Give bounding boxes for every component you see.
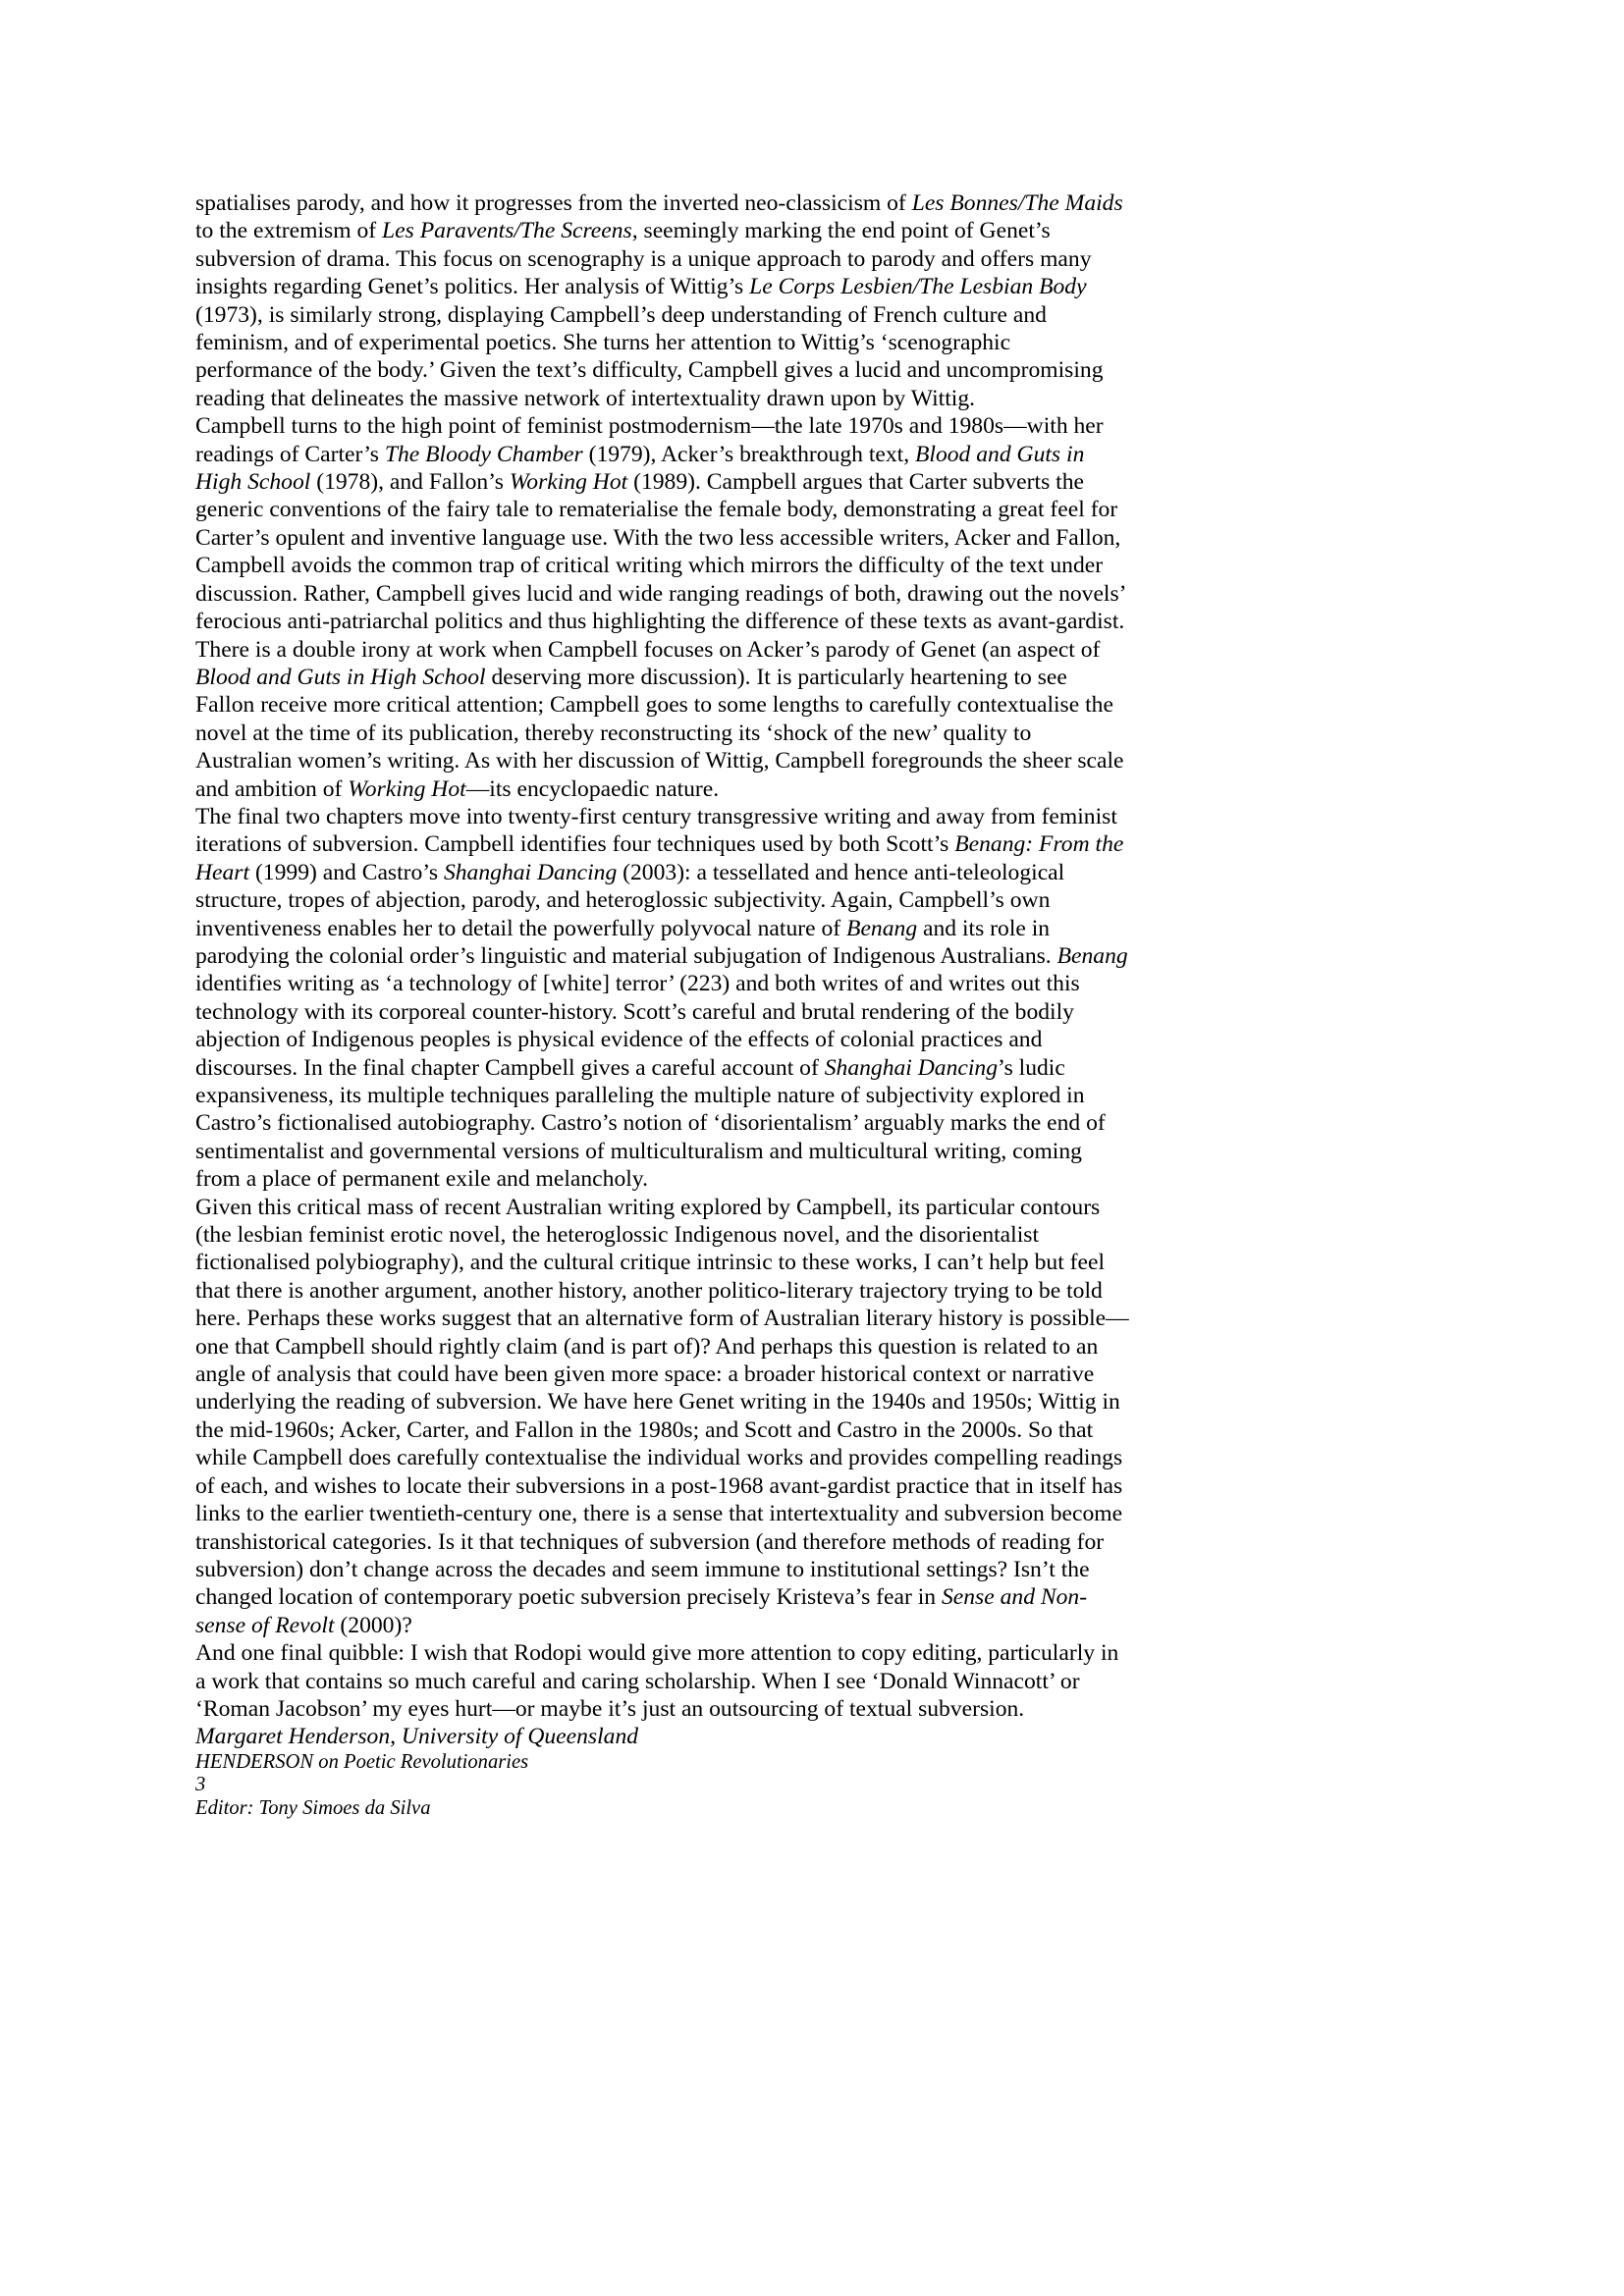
review-paragraph bbox=[195, 412, 1130, 803]
review-paragraphs bbox=[195, 189, 1130, 1723]
text-run: spatialises parody, and how it progresses from the inverted neo-classicism of bbox=[195, 190, 912, 216]
text-run: and its role in parodying the colonial order’s linguistic and material subjugation of Indigenous Australians. bbox=[195, 915, 1057, 969]
review-paragraph bbox=[195, 189, 1130, 412]
text-run: —its encyclopaedic nature. bbox=[465, 775, 720, 802]
text-run: (1989). Campbell argues that Carter subverts the generic conventions of the fairy tale to rematerialise the female body, demonstrating a great feel for Carter’s opulent and inventive language use. With the two less accessible writers, Acker and Fallon, Campbell avoids the common trap of critical writing which mirrors the difficulty of the text under discussion. Rather, Campbell gives lucid and wide ranging readings of both, drawing out the novels’ ferocious anti-patriarchal politics and thus highlighting the difference of these texts as avant-gardist. There is a double irony at work when Campbell focuses on Acker’s parody of Genet (an aspect of bbox=[195, 469, 1125, 663]
review-paragraph bbox=[195, 803, 1130, 1194]
italic-text-run: Les Bonnes/The Maids bbox=[911, 190, 1123, 216]
italic-text-run: Working Hot bbox=[509, 469, 628, 496]
text-run: (1973), is similarly strong, displaying Campbell’s deep understanding of French culture and feminism, and of experimental poetics. She turns her attention to Wittig’s ‘scenographic performance of the body.’ Given the text’s difficulty, Campbell gives a lucid and uncompromising reading that delineates the massive network of intertextuality drawn upon by Wittig. bbox=[195, 301, 1104, 411]
text-run: Campbell turns to the high point of feminist postmodernism—the late 1970s and 1980s—with her readings of Carter’s bbox=[195, 413, 1104, 467]
text-run: to the extremism of bbox=[195, 218, 383, 244]
text-run: deserving more discussion). It is particularly heartening to see Fallon receive more critical attention; Campbell goes to some lengths to carefully contextualise the novel at the time of its publication, thereby reconstructing its ‘shock of the new’ quality to Australian women’s writing. As with her discussion of Wittig, Campbell foregrounds the sheer scale and ambition of bbox=[195, 664, 1124, 802]
italic-text-run: Shanghai Dancing bbox=[443, 859, 618, 885]
text-run: Given this critical mass of recent Australian writing explored by Campbell, its particular contours (the lesbian feminist erotic novel, the heteroglossic Indigenous novel, and the disorientalist fictionalised polybiography), and the cultural critique intrinsic to these works, I can’t help but feel that there is another argument, another history, another politico-literary trajectory trying to be told here. Perhaps these works suggest that an alternative form of Australian literary history is possible—one that Campbell should rightly claim (and is part of)? And perhaps this question is related to an angle of analysis that could have been given more space: a broader historical context or narrative underlying the reading of subversion. We have here Genet writing in the 1940s and 1950s; Wittig in the mid-1960s; Acker, Carter, and Fallon in the 1980s; and Scott and Castro in the 2000s. So that while Campbell does carefully contextualise the individual works and provides compelling readings of each, and wishes to locate their subversions in a post-1968 avant-gardist practice that in itself has links to the earlier twentieth-century one, there is a sense that intertextuality and subversion become transhistorical categories. Is it that techniques of subversion (and therefore methods of reading for subversion) don’t change across the decades and seem immune to institutional settings? Isn’t the changed location of contemporary poetic subversion precisely Kristeva’s fear in bbox=[195, 1194, 1129, 1611]
text-run: , seemingly marking the end point of Genet’s subversion of drama. This focus on scenography is a unique approach to parody and offers many insights regarding Genet’s politics. Her analysis of Wittig’s bbox=[195, 218, 1092, 300]
italic-text-run: Benang bbox=[846, 915, 918, 941]
footer-line bbox=[195, 1751, 1130, 1775]
italic-text-run: Shanghai Dancing bbox=[824, 1054, 999, 1081]
footer-line bbox=[195, 1774, 1130, 1797]
text-run: The final two chapters move into twenty-first century transgressive writing and away from feminist iterations of subversion. Campbell identifies four techniques used by both Scott’s bbox=[195, 803, 1117, 858]
italic-text-run: Margaret Henderson, University of Queensland bbox=[195, 1724, 639, 1750]
text-run: (2000)? bbox=[334, 1612, 412, 1638]
review-footer bbox=[195, 1751, 1130, 1821]
text-run: (1979), Acker’s breakthrough text, bbox=[582, 441, 915, 467]
reviewer-signature bbox=[195, 1723, 1130, 1750]
italic-text-run: Les Paravents/The Screens bbox=[382, 218, 632, 244]
italic-text-run: Blood and Guts in High School bbox=[195, 441, 1085, 496]
text-run: (2003): a tessellated and hence anti-teleological structure, tropes of abjection, parody, and heteroglossic subjectivity. Again, Campbell’s own inventiveness enables her to detail the powerfully polyvocal nature of bbox=[195, 859, 1065, 941]
italic-text-run: HENDERSON on Poetic Revolutionaries bbox=[195, 1750, 529, 1773]
review-paragraph bbox=[195, 1639, 1130, 1723]
italic-text-run: Le Corps Lesbien/The Lesbian Body bbox=[749, 274, 1087, 300]
italic-text-run: Benang: From the Heart bbox=[195, 831, 1124, 885]
italic-text-run: Working Hot bbox=[348, 775, 466, 802]
review-text-block bbox=[195, 189, 1130, 1821]
italic-text-run: Benang bbox=[1056, 942, 1128, 969]
italic-text-run: 3 bbox=[195, 1774, 206, 1796]
italic-text-run: Sense and Non-sense of Revolt bbox=[195, 1584, 1088, 1638]
text-run: identifies writing as ‘a technology of [white] terror’ (223) and both writes of and writes out this technology with its corporeal counter-history. Scott’s careful and brutal rendering of the bodily abjection of Indigenous peoples is physical evidence of the effects of colonial practices and discourses. In the final chapter Campbell gives a careful account of bbox=[195, 971, 1080, 1081]
review-paragraph bbox=[195, 1194, 1130, 1640]
italic-text-run: Blood and Guts in High School bbox=[195, 664, 486, 690]
italic-text-run: Editor: Tony Simoes da Silva bbox=[195, 1796, 431, 1819]
italic-text-run: The Bloody Chamber bbox=[384, 441, 583, 467]
text-run: (1978), and Fallon’s bbox=[310, 469, 510, 496]
text-run: (1999) and Castro’s bbox=[249, 859, 444, 885]
footer-line bbox=[195, 1797, 1130, 1821]
text-run: And one final quibble: I wish that Rodopi would give more attention to copy editing, particularly in a work that contains so much careful and caring scholarship. When I see ‘Donald Winnacott’ or ‘Roman Jacobson’ my eyes hurt—or maybe it’s just an outsourcing of textual subversion. bbox=[195, 1640, 1119, 1722]
text-run: ’s ludic expansiveness, its multiple techniques paralleling the multiple nature of subjectivity explored in Castro’s fictionalised autobiography. Castro’s notion of ‘disorientalism’ arguably marks the end of sentimentalist and governmental versions of multiculturalism and multicultural writing, coming from a place of permanent exile and melancholy. bbox=[195, 1054, 1106, 1193]
